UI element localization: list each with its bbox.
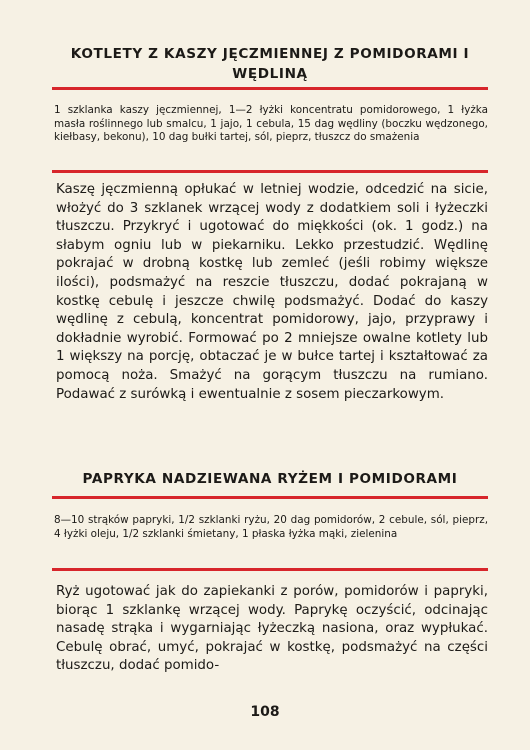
- recipe-1-ingredients-rule: [52, 170, 488, 173]
- recipe-2-title: PAPRYKA NADZIEWANA RYŻEM I POMIDORAMI: [82, 471, 458, 487]
- recipe-1-title-rule: [52, 87, 488, 90]
- recipe-1-ingredients: 1 szklanka kaszy jęczmiennej, 1—2 łyżki koncentratu pomidorowego, 1 łyżka masła roślinnego lub smalcu, 1 jajo, 1 cebula, 15 dag wędliny (boczku wędzonego, kiełbasy, bekonu), 10 dag bułki tartej, sól, pieprz, tłuszcz do smażenia: [54, 104, 488, 144]
- recipe-2-title-rule: [52, 496, 488, 499]
- recipe-2-ingredients: 8—10 strąków papryki, 1/2 szklanki ryżu, 20 dag pomidorów, 2 cebule, sól, pieprz, 4 łyżki oleju, 1/2 szklanki śmietany, 1 płaska łyżka mąki, zielenina: [54, 514, 488, 540]
- recipe-2-method: Ryż ugotować jak do zapiekanki z porów, pomidorów i papryki, biorąc 1 szklankę wrzącej wody. Paprykę oczyścić, odcinając nasadę strąka i wygarniając łyżeczką nasiona, oraz wypłukać. Cebulę obrać, umyć, pokrajać w kostkę, podsmażyć na części tłuszczu, dodać pomido-: [56, 584, 488, 674]
- recipe-2-ingredients-rule: [52, 568, 488, 571]
- page-number: 108: [250, 704, 280, 720]
- recipe-1-method: Kaszę jęczmienną opłukać w letniej wodzie, odcedzić na sicie, włożyć do 3 szklanek wrzącej wody z dodatkiem soli i łyżeczki tłuszczu. Przykryć i ugotować do miękkości (ok. 1 godz.) na słabym ogniu lub w piekarniku. Lekko przestudzić. Wędlinę pokrajać w drobną kostkę lub zemleć (jeśli robimy większe ilości), podsmażyć na reszcie tłuszczu, dodać pokrajaną w kostkę cebulę i jeszcze chwilę podsmażyć. Dodać do kaszy wędlinę z cebulą, koncentrat pomidorowy, jajo, przyprawy i dokładnie wyrobić. Formować po 2 mniejsze owalne kotlety lub 1 większy na porcję, obtaczać je w bułce tartej i kształtować za pomocą noża. Smażyć na gorącym tłuszczu na rumiano. Podawać z surówką i ewentualnie z sosem pieczarkowym.: [56, 182, 488, 402]
- recipe-1-title: KOTLETY Z KASZY JĘCZMIENNEJ Z POMIDORAMI I WĘDLINĄ: [70, 46, 470, 82]
